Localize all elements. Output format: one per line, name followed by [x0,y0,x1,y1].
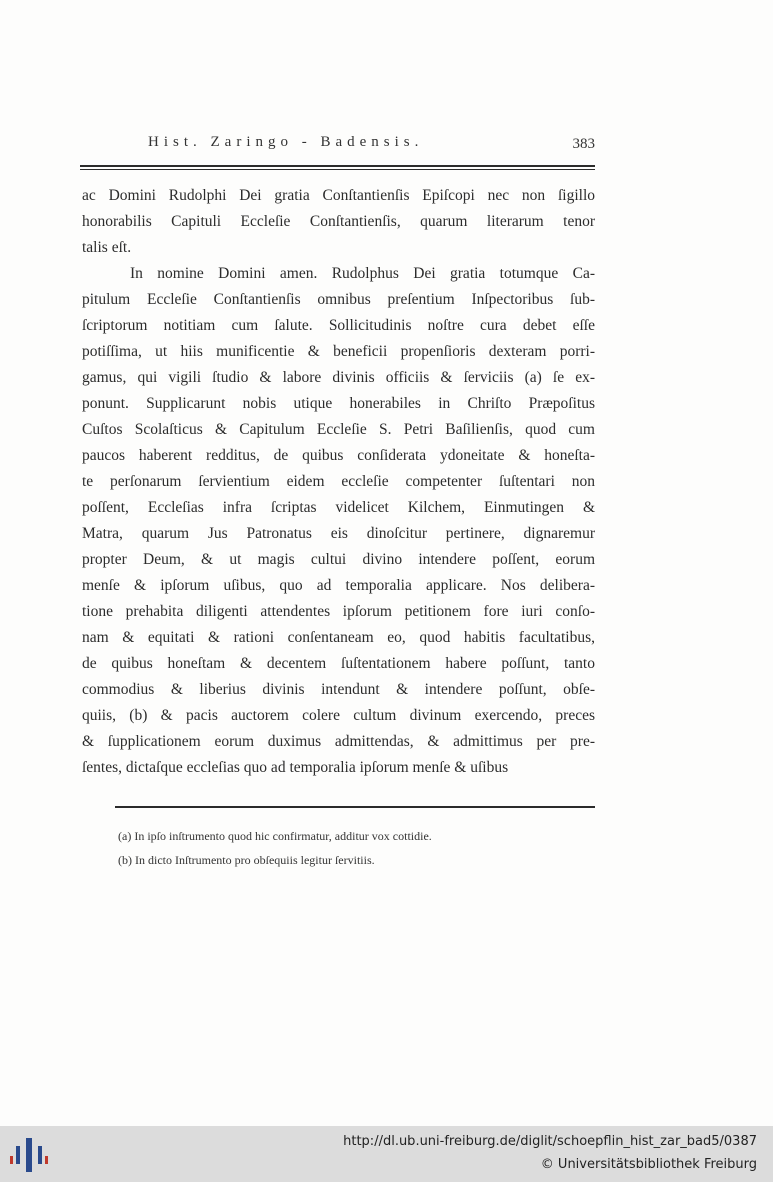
text-line: Matra, quarum Jus Patronatus eis dinoſcitur pertinere, dignaremur [82,525,595,542]
text-line: de quibus honeſtam & decentem ſuſtentationem habere poſſunt, tanto [82,655,595,672]
text-line: ac Domini Rudolphi Dei gratia Conſtantienſis Epiſcopi nec non ſigillo [82,187,595,204]
text-line: pitulum Eccleſie Conſtantienſis omnibus preſentium Inſpectoribus ſub- [82,291,595,308]
text-line: Cuſtos Scolaſticus & Capitulum Eccleſie S. Petri Baſilienſis, quod cum [82,421,595,438]
text-line: poſſent, Eccleſias infra ſcriptas videlicet Kilchem, Einmutingen & [82,499,595,516]
page-number: 383 [572,136,595,152]
text-line: potiſſima, ut hiis munificentie & beneficii propenſioris dexteram porri- [82,343,595,360]
footer-bar [0,1126,773,1182]
text-line: te perſonarum ſervientium eidem eccleſie competenter ſuſtentari non [82,473,595,490]
text-line: ſcriptorum notitiam cum ſalute. Sollicitudinis noſtre cura debet eſſe [82,317,595,334]
footnotes [118,824,588,872]
text-line: paucos haberent redditus, de quibus conſiderata ydoneitate & honeſta- [82,447,595,464]
text-line: & ſupplicationem eorum duximus admittendas, & admittimus per pre- [82,733,595,750]
text-line: gamus, qui vigili ſtudio & labore divinis officiis & ſerviciis (a) ſe ex- [82,369,595,386]
text-line: talis eſt. [82,239,132,256]
text-line: commodius & liberius divinis intendunt & intendere poſſunt, obſe- [82,681,595,698]
footnote-divider [115,806,595,808]
text-line: honorabilis Capituli Eccleſie Conſtantienſis, quarum literarum tenor [82,213,595,230]
text-line: quiis, (b) & pacis auctorem colere cultum divinum exercendo, preces [82,707,595,724]
text-line: nam & equitati & rationi conſentaneam eo, quod habitis facultatibus, [82,629,595,646]
header-double-rule [80,165,595,170]
text-line: ponunt. Supplicarunt nobis utique honerabiles in Chriſto Præpoſitus [82,395,595,412]
text-line: menſe & ipſorum uſibus, quo ad temporalia applicare. Nos delibera- [82,577,595,594]
running-header [80,134,595,160]
ub-freiburg-logo-icon[interactable] [10,1136,50,1174]
copyright-text: © Universitätsbibliothek Freiburg [540,1157,757,1172]
text-line: In nomine Domini amen. Rudolphus Dei gratia totumque Ca- [130,265,595,282]
source-url-link[interactable]: http://dl.ub.uni-freiburg.de/diglit/schoepflin_hist_zar_bad5/0387 [343,1134,757,1149]
footnote: (a) In ipſo inſtrumento quod hic confirmatur, additur vox cottidie. [118,829,432,843]
body-text [82,183,595,781]
running-title: Hist. Zaringo - Badensis. [148,134,424,150]
footnote: (b) In dicto Inſtrumento pro obſequiis legitur ſervitiis. [118,853,375,867]
text-line: ſentes, dictaſque eccleſias quo ad temporalia ipſorum menſe & uſibus [82,759,509,776]
text-line: propter Deum, & ut magis cultui divino intendere poſſent, eorum [82,551,595,568]
text-line: tione prehabita diligenti attendentes ipſorum petitionem fore iuri conſo- [82,603,595,620]
